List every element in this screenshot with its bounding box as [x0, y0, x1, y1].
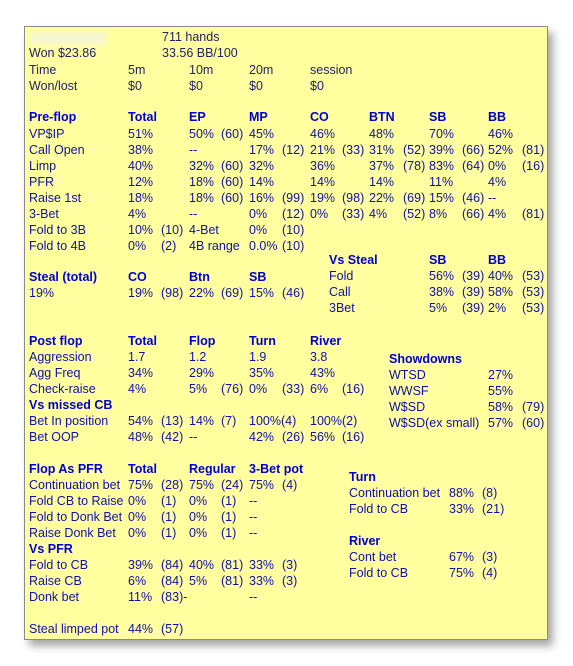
turn-row-n: (21): [482, 502, 505, 516]
preflop-cell: 32%: [189, 159, 215, 173]
preflop-header-1: Total: [128, 110, 157, 124]
postflop-cell: 43%: [310, 366, 336, 380]
preflop-cell: (60): [221, 191, 244, 205]
postflop-cell: 3.8: [310, 350, 328, 364]
preflop-cell: (81): [522, 143, 545, 157]
flop-pfr-cell: 75%: [249, 478, 275, 492]
four-bet-range-label: 4B range: [189, 239, 240, 253]
steal-header-1: CO: [128, 270, 147, 284]
preflop-cell: 50%: [189, 127, 215, 141]
steal-val-4: (69): [221, 286, 244, 300]
flop-pfr-cell: 0%: [189, 494, 208, 508]
vs-pfr-cell: (84): [161, 558, 184, 572]
time-col-1: 10m: [189, 63, 214, 77]
preflop-cell: (12): [282, 143, 305, 157]
vs-pfr-row-label: Donk bet: [29, 590, 80, 604]
missed-cb-cell: (16): [342, 430, 365, 444]
preflop-row-label: PFR: [29, 175, 54, 189]
postflop-header-4: River: [310, 334, 342, 348]
flop-pfr-cell: (1): [221, 510, 237, 524]
stats-panel: [24, 26, 548, 640]
flop-pfr-cell: (1): [161, 526, 177, 540]
postflop-cell: 1.9: [249, 350, 267, 364]
river-row-n: (4): [482, 566, 498, 580]
showdown-val: 57%: [488, 416, 514, 430]
vs-pfr-cell: (3): [282, 574, 298, 588]
postflop-row-label: Aggression: [29, 350, 92, 364]
vs-pfr-cell: (81): [221, 558, 244, 572]
turn-row-label: Fold to CB: [349, 502, 409, 516]
preflop-cell: 14%: [249, 175, 275, 189]
preflop-cell: (78): [403, 159, 426, 173]
preflop-cell: --: [488, 191, 497, 205]
preflop-cell: 14%: [310, 175, 336, 189]
flop-pfr-cell: --: [249, 494, 258, 508]
preflop-cell: 19%: [310, 191, 336, 205]
preflop-cell: 46%: [488, 127, 514, 141]
vs-pfr-cell: 33%: [249, 558, 275, 572]
preflop-cell: 37%: [369, 159, 395, 173]
preflop-cell: 51%: [128, 127, 154, 141]
vs-missed-cb-header: Vs missed CB: [29, 398, 113, 412]
missed-cb-cell: (42): [161, 430, 184, 444]
steal-limped-n: (57): [161, 622, 184, 636]
four-bet-n: (10): [282, 223, 305, 237]
postflop-cell: 34%: [128, 366, 154, 380]
vs-steal-cell: (39): [462, 301, 485, 315]
river-header: River: [349, 534, 381, 548]
steal-val-0: 19%: [29, 286, 55, 300]
steal-val-6: (46): [282, 286, 305, 300]
turn-row-n: (8): [482, 486, 498, 500]
steal-val-1: 19%: [128, 286, 154, 300]
showdown-label: WTSD: [389, 368, 426, 382]
preflop-cell: (69): [403, 191, 426, 205]
vs-pfr-cell: 5%: [189, 574, 208, 588]
flop-pfr-cell: 0%: [128, 510, 147, 524]
vs-pfr-cell: (84): [161, 574, 184, 588]
preflop-cell: 0%: [310, 207, 329, 221]
vs-pfr-cell: (3): [282, 558, 298, 572]
preflop-cell: 45%: [249, 127, 275, 141]
river-row-val: 75%: [449, 566, 475, 580]
vs-steal-header: Vs Steal: [329, 253, 378, 267]
preflop-cell: 36%: [310, 159, 336, 173]
postflop-cell: (33): [282, 382, 305, 396]
preflop-header-2: EP: [189, 110, 206, 124]
flop-pfr-cell: (4): [282, 478, 298, 492]
turn-header: Turn: [349, 470, 376, 484]
preflop-cell: 4%: [128, 207, 147, 221]
steal-limped-label: Steal limped pot: [29, 622, 119, 636]
vs-steal-cell: 2%: [488, 301, 507, 315]
preflop-cell: 18%: [128, 191, 154, 205]
river-row-label: Cont bet: [349, 550, 397, 564]
flop-pfr-row-label: Fold CB to Raise: [29, 494, 124, 508]
vs-steal-row-label: 3Bet: [329, 301, 355, 315]
preflop-cell: (52): [403, 143, 426, 157]
missed-cb-cell: 42%: [249, 430, 275, 444]
preflop-cell: (33): [342, 207, 365, 221]
vs-pfr-header: Vs PFR: [29, 542, 73, 556]
hands-count: 711 hands: [162, 30, 220, 44]
missed-cb-cell: 100%(2): [310, 414, 358, 428]
river-row-n: (3): [482, 550, 498, 564]
flop-pfr-row-label: Raise Donk Bet: [29, 526, 116, 540]
preflop-cell: (60): [221, 159, 244, 173]
preflop-cell: 40%: [128, 159, 154, 173]
four-bet-range-val: 0.0%: [249, 239, 278, 253]
postflop-cell: 0%: [249, 382, 268, 396]
preflop-cell: (46): [462, 191, 485, 205]
flop-pfr-cell: 75%: [128, 478, 154, 492]
vs-steal-row-label: Call: [329, 285, 351, 299]
preflop-header-3: MP: [249, 110, 268, 124]
preflop-cell: 46%: [310, 127, 336, 141]
flop-pfr-row-label: Continuation bet: [29, 478, 121, 492]
time-label: Time: [29, 63, 57, 77]
vs-steal-row-label: Fold: [329, 269, 354, 283]
preflop-cell: 8%: [429, 207, 448, 221]
postflop-cell: 5%: [189, 382, 208, 396]
showdown-n: (79): [522, 400, 545, 414]
vs-pfr-row-label: Raise CB: [29, 574, 82, 588]
preflop-cell: (66): [462, 143, 485, 157]
preflop-cell: 32%: [249, 159, 275, 173]
fold-to-3b-total: 10%: [128, 223, 154, 237]
missed-cb-cell: 14%: [189, 414, 215, 428]
preflop-row-label: Call Open: [29, 143, 85, 157]
preflop-cell: (81): [522, 207, 545, 221]
vs-steal-bb: BB: [488, 253, 507, 267]
showdown-val: 55%: [488, 384, 514, 398]
flop-pfr-row-label: Fold to Donk Bet: [29, 510, 123, 524]
missed-cb-cell: --: [189, 430, 198, 444]
fold-to-3b-label: Fold to 3B: [29, 223, 86, 237]
flop-pfr-cell: --: [249, 526, 258, 540]
steal-header-0: Steal (total): [29, 270, 98, 284]
preflop-header-0: Pre-flop: [29, 110, 77, 124]
time-col-2: 20m: [249, 63, 274, 77]
wonlost-val-3: $0: [310, 79, 324, 93]
postflop-cell: 1.7: [128, 350, 146, 364]
vs-pfr-cell: --: [249, 590, 258, 604]
vs-steal-cell: 56%: [429, 269, 455, 283]
steal-val-2: (98): [161, 286, 184, 300]
preflop-cell: (60): [221, 175, 244, 189]
preflop-cell: --: [189, 143, 198, 157]
vs-steal-cell: (53): [522, 301, 545, 315]
preflop-cell: 4%: [488, 175, 507, 189]
postflop-row-label: Check-raise: [29, 382, 96, 396]
preflop-cell: 16%: [249, 191, 275, 205]
steal-header-2: Btn: [189, 270, 210, 284]
vs-pfr-row-label: Fold to CB: [29, 558, 89, 572]
preflop-cell: (33): [342, 143, 365, 157]
steal-val-3: 22%: [189, 286, 215, 300]
preflop-cell: 11%: [429, 175, 454, 189]
postflop-cell: 35%: [249, 366, 275, 380]
preflop-row-label: Raise 1st: [29, 191, 82, 205]
turn-row-label: Continuation bet: [349, 486, 441, 500]
preflop-cell: 52%: [488, 143, 514, 157]
showdown-label: W$SD: [389, 400, 426, 414]
four-bet-label: 4-Bet: [189, 223, 219, 237]
showdown-label: W$SD(ex small): [389, 416, 480, 430]
preflop-header-4: CO: [310, 110, 329, 124]
preflop-cell: (99): [282, 191, 305, 205]
player-name-redacted: [30, 32, 106, 45]
vs-steal-sb: SB: [429, 253, 447, 267]
vs-pfr-cell: 33%: [249, 574, 275, 588]
vs-steal-cell: (39): [462, 285, 485, 299]
postflop-cell: (16): [342, 382, 365, 396]
showdowns-header: Showdowns: [389, 352, 462, 366]
four-bet-val: 0%: [249, 223, 268, 237]
flop-pfr-cell: --: [249, 510, 258, 524]
vs-pfr-cell: 11%: [128, 590, 153, 604]
vs-steal-cell: (39): [462, 269, 485, 283]
steal-limped-val: 44%: [128, 622, 154, 636]
fold-to-4b-total: 0%: [128, 239, 147, 253]
postflop-cell: 1.2: [189, 350, 207, 364]
vs-pfr-cell: (83)-: [161, 590, 188, 604]
missed-cb-cell: (26): [282, 430, 305, 444]
preflop-cell: 21%: [310, 143, 336, 157]
missed-cb-cell: 56%: [310, 430, 336, 444]
river-row-val: 67%: [449, 550, 475, 564]
preflop-cell: (64): [462, 159, 485, 173]
postflop-header-1: Total: [128, 334, 157, 348]
preflop-cell: (98): [342, 191, 365, 205]
missed-cb-cell: (13): [161, 414, 184, 428]
preflop-row-label: VP$IP: [29, 127, 65, 141]
four-bet-range-n: (10): [282, 239, 305, 253]
bb-per-100: 33.56 BB/100: [162, 46, 238, 60]
flop-pfr-cell: (1): [161, 494, 177, 508]
preflop-header-6: SB: [429, 110, 447, 124]
vs-steal-cell: (53): [522, 269, 545, 283]
preflop-cell: 70%: [429, 127, 455, 141]
preflop-cell: 38%: [128, 143, 154, 157]
preflop-cell: 48%: [369, 127, 395, 141]
flop-pfr-cell: (28): [161, 478, 184, 492]
vs-pfr-cell: 39%: [128, 558, 154, 572]
vs-steal-cell: (53): [522, 285, 545, 299]
flop-pfr-cell: 0%: [189, 526, 208, 540]
preflop-cell: 39%: [429, 143, 455, 157]
vs-steal-cell: 40%: [488, 269, 514, 283]
missed-cb-cell: (7): [221, 414, 237, 428]
missed-cb-cell: 48%: [128, 430, 154, 444]
preflop-cell: 15%: [429, 191, 455, 205]
preflop-header-5: BTN: [369, 110, 395, 124]
river-row-label: Fold to CB: [349, 566, 409, 580]
postflop-header-0: Post flop: [29, 334, 83, 348]
vs-steal-cell: 5%: [429, 301, 448, 315]
flop-pfr-cell: (1): [221, 526, 237, 540]
preflop-cell: 17%: [249, 143, 275, 157]
wonlost-val-0: $0: [128, 79, 142, 93]
turn-row-val: 33%: [449, 502, 475, 516]
preflop-cell: 18%: [189, 175, 215, 189]
flop-pfr-header-2: Regular: [189, 462, 236, 476]
preflop-cell: (52): [403, 207, 426, 221]
vs-pfr-cell: 6%: [128, 574, 147, 588]
flop-pfr-cell: 0%: [128, 494, 147, 508]
flop-pfr-cell: (1): [161, 510, 177, 524]
showdown-val: 27%: [488, 368, 514, 382]
preflop-cell: 12%: [128, 175, 154, 189]
postflop-row-label: Agg Freq: [29, 366, 81, 380]
fold-to-4b-n: (2): [161, 239, 177, 253]
preflop-cell: (12): [282, 207, 305, 221]
preflop-cell: --: [189, 207, 198, 221]
turn-row-val: 88%: [449, 486, 475, 500]
showdown-n: (60): [522, 416, 545, 430]
wonlost-label: Won/lost: [29, 79, 78, 93]
flop-pfr-header-0: Flop As PFR: [29, 462, 103, 476]
steal-header-3: SB: [249, 270, 267, 284]
wonlost-val-2: $0: [249, 79, 263, 93]
postflop-cell: (76): [221, 382, 244, 396]
preflop-cell: (66): [462, 207, 485, 221]
flop-pfr-cell: (24): [221, 478, 244, 492]
preflop-cell: 0%: [488, 159, 507, 173]
showdown-val: 58%: [488, 400, 514, 414]
preflop-cell: 22%: [369, 191, 395, 205]
missed-cb-row-label: Bet OOP: [29, 430, 80, 444]
preflop-cell: 4%: [369, 207, 388, 221]
won-amount: Won $23.86: [29, 46, 97, 60]
vs-steal-cell: 58%: [488, 285, 514, 299]
postflop-cell: 29%: [189, 366, 215, 380]
flop-pfr-cell: (1): [221, 494, 237, 508]
flop-pfr-header-1: Total: [128, 462, 157, 476]
preflop-header-7: BB: [488, 110, 507, 124]
preflop-cell: 31%: [369, 143, 395, 157]
preflop-cell: 18%: [189, 191, 215, 205]
vs-steal-cell: 38%: [429, 285, 455, 299]
fold-to-4b-label: Fold to 4B: [29, 239, 86, 253]
postflop-cell: 4%: [128, 382, 147, 396]
preflop-cell: (16): [522, 159, 545, 173]
missed-cb-row-label: Bet In position: [29, 414, 109, 428]
flop-pfr-cell: 0%: [189, 510, 208, 524]
time-col-3: session: [310, 63, 353, 77]
vs-pfr-cell: 40%: [189, 558, 215, 572]
time-col-0: 5m: [128, 63, 146, 77]
preflop-row-label: Limp: [29, 159, 57, 173]
preflop-cell: 14%: [369, 175, 395, 189]
missed-cb-cell: 54%: [128, 414, 154, 428]
flop-pfr-header-3: 3-Bet pot: [249, 462, 304, 476]
preflop-cell: 83%: [429, 159, 455, 173]
preflop-cell: 0%: [249, 207, 268, 221]
preflop-row-label: 3-Bet: [29, 207, 59, 221]
flop-pfr-cell: 0%: [128, 526, 147, 540]
steal-val-5: 15%: [249, 286, 275, 300]
vs-pfr-cell: (81): [221, 574, 244, 588]
flop-pfr-cell: 75%: [189, 478, 215, 492]
postflop-header-2: Flop: [189, 334, 216, 348]
preflop-cell: (60): [221, 127, 244, 141]
postflop-header-3: Turn: [249, 334, 276, 348]
preflop-cell: 4%: [488, 207, 507, 221]
wonlost-val-1: $0: [189, 79, 203, 93]
showdown-label: WWSF: [389, 384, 429, 398]
missed-cb-cell: 100%(4): [249, 414, 297, 428]
postflop-cell: 6%: [310, 382, 329, 396]
fold-to-3b-n: (10): [161, 223, 184, 237]
